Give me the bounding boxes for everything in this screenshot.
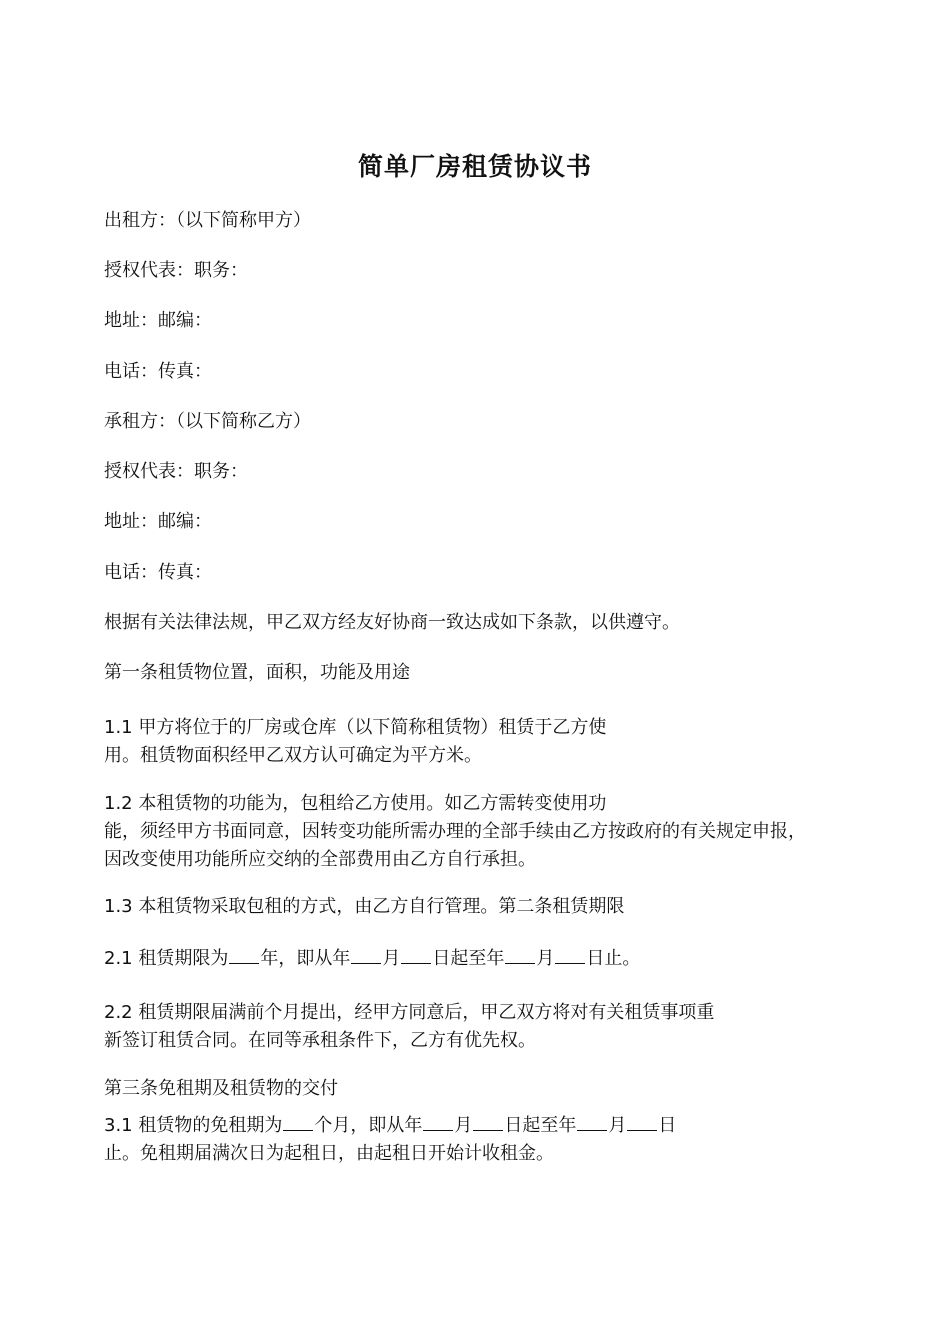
lessor-phone-line: 电话：传真： (104, 361, 212, 382)
clause-2-1-text-d: 日起至年 (432, 948, 505, 969)
fill-in-blank (229, 947, 259, 964)
clause-3-1-text-a: 3.1 租赁物的免租期为 (104, 1115, 283, 1136)
clause-1-2-line-1: 1.2 本租赁物的功能为，包租给乙方使用。如乙方需转变使用功 (104, 793, 607, 814)
lessee-phone-line: 电话：传真： (104, 562, 212, 583)
clause-2-2-line-1: 2.2 租赁期限届满前个月提出，经甲方同意后，甲乙双方将对有关租赁事项重 (104, 1002, 715, 1023)
preamble-paragraph: 根据有关法律法规，甲乙双方经友好协商一致达成如下条款，以供遵守。 (104, 612, 680, 633)
clause-2-1-text-c: 月 (382, 948, 401, 969)
lessee-party-line: 承租方：（以下简称乙方） (104, 411, 311, 432)
clause-1-1-line-1: 1.1 甲方将位于的厂房或仓库（以下简称租赁物）租赁于乙方使 (104, 717, 607, 738)
clause-3-1-line-1 (104, 1111, 676, 1141)
lessor-party-line: 出租方：（以下简称甲方） (104, 210, 311, 231)
clause-1-2-line-3: 因改变使用功能所应交纳的全部费用由乙方自行承担。 (104, 849, 536, 870)
lessee-rep-line: 授权代表：职务： (104, 461, 248, 482)
fill-in-blank (627, 1114, 657, 1131)
fill-in-blank (351, 947, 381, 964)
clause-3-1-text-b: 个月，即从年 (314, 1115, 423, 1136)
clause-2-2-line-2: 新签订租赁合同。在同等承租条件下，乙方有优先权。 (104, 1030, 536, 1051)
article-1-heading: 第一条租赁物位置，面积，功能及用途 (104, 662, 410, 683)
clause-2-1 (104, 944, 640, 974)
clause-2-1-text-f: 日止。 (586, 948, 641, 969)
clause-3-1-text-c: 月 (454, 1115, 473, 1136)
clause-2-1-text-e: 月 (536, 948, 555, 969)
clause-3-1-text-f: 日 (658, 1115, 677, 1136)
fill-in-blank (505, 947, 535, 964)
lessor-address-line: 地址：邮编： (104, 310, 212, 331)
article-3-heading: 第三条免租期及租赁物的交付 (104, 1078, 338, 1099)
lessee-address-line: 地址：邮编： (104, 511, 212, 532)
document-title: 简单厂房租赁协议书 (357, 152, 592, 181)
clause-3-1-text-d: 日起至年 (504, 1115, 577, 1136)
fill-in-blank (473, 1114, 503, 1131)
clause-1-2-line-2: 能，须经甲方书面同意，因转变功能所需办理的全部手续由乙方按政府的有关规定申报， (104, 821, 806, 842)
fill-in-blank (401, 947, 431, 964)
clause-2-1-text-a: 2.1 租赁期限为 (104, 948, 229, 969)
clause-1-3: 1.3 本租赁物采取包租的方式，由乙方自行管理。第二条租赁期限 (104, 896, 625, 917)
fill-in-blank (423, 1114, 453, 1131)
fill-in-blank (283, 1114, 313, 1131)
clause-2-1-text-b: 年，即从年 (260, 948, 351, 969)
fill-in-blank (555, 947, 585, 964)
fill-in-blank (577, 1114, 607, 1131)
lessor-rep-line: 授权代表：职务： (104, 260, 248, 281)
clause-1-1-line-2: 用。租赁物面积经甲乙双方认可确定为平方米。 (104, 745, 482, 766)
clause-3-1-text-e: 月 (608, 1115, 627, 1136)
clause-3-1-line-2: 止。免租期届满次日为起租日，由起租日开始计收租金。 (104, 1143, 554, 1164)
